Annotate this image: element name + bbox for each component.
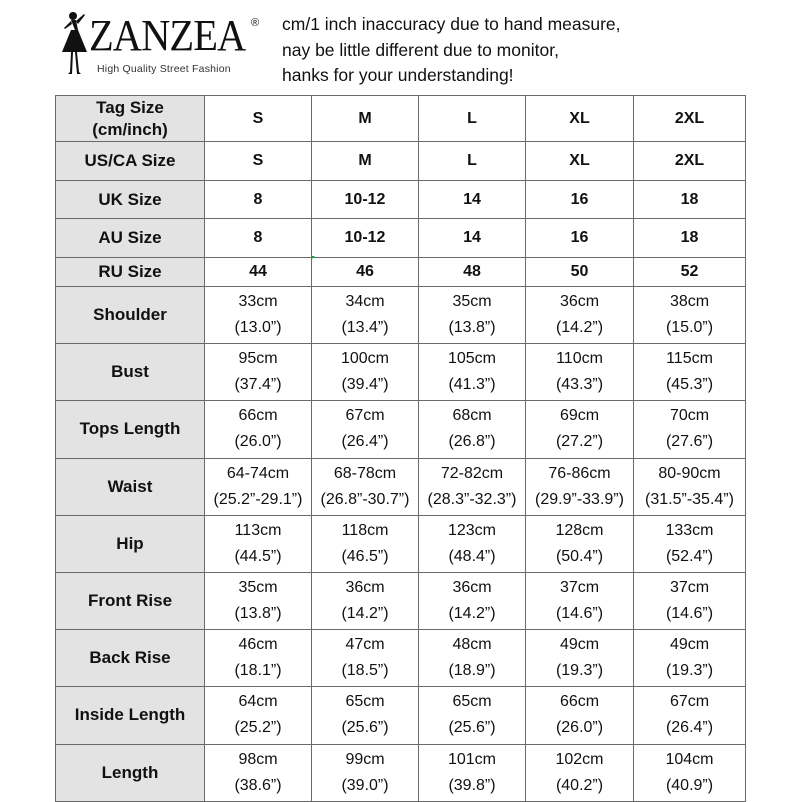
inch-value: (14.6”) — [555, 605, 604, 623]
inch-value: (18.1”) — [234, 662, 282, 680]
measurement-cell — [526, 572, 634, 629]
row-label — [56, 142, 205, 181]
inch-value: (40.9”) — [665, 776, 714, 794]
row-label: Bust — [56, 344, 205, 401]
measurement-row — [56, 572, 746, 629]
row-label-text: Tag Size — [96, 97, 164, 117]
measurement-cell — [205, 458, 312, 515]
cm-value: 118cm — [341, 521, 389, 539]
cm-value: 65cm — [345, 693, 385, 711]
inch-value: (19.3”) — [665, 662, 714, 680]
row-label-unit: (cm/inch) — [92, 119, 168, 139]
cm-value: 49cm — [559, 636, 600, 654]
size-cell: 10-12 — [312, 219, 419, 258]
measurement-cell — [312, 458, 419, 515]
cm-value: 102cm — [555, 750, 604, 768]
size-cell: 16 — [526, 219, 634, 258]
note-line: cm/1 inch inaccuracy due to hand measure, — [282, 14, 621, 34]
size-cell: S — [205, 96, 312, 142]
cm-value: 100cm — [340, 350, 390, 368]
inch-value: (13.8”) — [234, 605, 282, 623]
inch-value: (50.4”) — [555, 547, 604, 565]
measurement-cell — [312, 630, 419, 687]
measurement-cell — [205, 515, 312, 572]
inch-value: (14.2”) — [555, 319, 604, 337]
measurement-cell — [526, 687, 634, 744]
measurement-cell — [205, 687, 312, 744]
cm-value: 104cm — [665, 750, 714, 768]
row-label-text: RU Size — [98, 262, 162, 281]
size-cell: 18 — [634, 181, 746, 219]
measurement-cell — [419, 572, 526, 629]
cm-value: 115cm — [666, 350, 713, 368]
row-label: Back Rise — [56, 630, 205, 687]
size-table — [55, 95, 746, 802]
inch-value: (26.0”) — [555, 719, 604, 737]
size-row — [56, 258, 746, 287]
measurement-cell — [634, 687, 746, 744]
cm-value: 72-82cm — [440, 464, 504, 482]
measurement-cell — [634, 630, 746, 687]
size-cell: 46 — [312, 258, 419, 287]
inch-value: (26.4”) — [341, 433, 389, 451]
size-cell: 50 — [526, 258, 634, 287]
measurement-cell — [312, 744, 419, 801]
inch-value: (41.3”) — [448, 376, 496, 394]
inch-value: (25.6”) — [448, 719, 496, 737]
measurement-row — [56, 515, 746, 572]
measurement-row — [56, 401, 746, 458]
measurement-cell — [205, 344, 312, 401]
measurement-cell — [634, 515, 746, 572]
measurement-cell — [205, 401, 312, 458]
inch-value: (25.2”-29.1”) — [213, 490, 303, 508]
inch-value: (26.8”-30.7”) — [320, 490, 410, 508]
row-label-text: AU Size — [98, 228, 162, 247]
row-label — [56, 96, 205, 142]
registered-mark: ® — [251, 17, 260, 29]
size-cell: 14 — [419, 219, 526, 258]
measurement-cell — [205, 630, 312, 687]
note-line: nay be little different due to monitor, — [282, 39, 559, 60]
measurement-row — [56, 687, 746, 744]
size-cell: 16 — [526, 181, 634, 219]
measurement-cell — [419, 515, 526, 572]
measurement-cell — [634, 287, 746, 344]
cm-value: 95cm — [238, 350, 278, 368]
cm-value: 36cm — [559, 293, 600, 311]
row-label: Shoulder — [56, 287, 205, 344]
row-label — [56, 181, 205, 219]
measurement-cell — [419, 401, 526, 458]
cm-value: 105cm — [447, 350, 497, 368]
cm-value: 33cm — [238, 293, 278, 311]
inch-value: (13.4”) — [341, 319, 389, 337]
measurement-cell — [634, 458, 746, 515]
cm-value: 68-78cm — [333, 464, 397, 482]
inch-value: (48.4”) — [448, 547, 496, 565]
measurement-cell — [312, 287, 419, 344]
inch-value: (25.6”) — [341, 719, 389, 737]
size-cell: 14 — [419, 181, 526, 219]
inch-value: (14.2”) — [341, 605, 389, 623]
cm-value: 67cm — [345, 407, 385, 425]
cm-value: 123cm — [447, 521, 497, 539]
inch-value: (14.2”) — [448, 605, 496, 623]
measurement-cell — [634, 401, 746, 458]
measurement-cell — [526, 630, 634, 687]
measurement-cell — [312, 687, 419, 744]
cm-value: 35cm — [238, 579, 278, 597]
inch-value: (37.4”) — [234, 376, 282, 394]
inch-value: (44.5”) — [234, 547, 282, 565]
row-label: Length — [56, 744, 205, 801]
cm-value: 65cm — [452, 693, 492, 711]
inch-value: (39.4”) — [341, 376, 389, 394]
inch-value: (18.5”) — [341, 662, 389, 680]
cm-value: 34cm — [345, 293, 385, 311]
measurement-cell — [419, 344, 526, 401]
inch-value: (40.2”) — [555, 776, 604, 794]
measurement-cell — [634, 344, 746, 401]
note-line: hanks for your understanding! — [282, 65, 514, 85]
cm-value: 110cm — [556, 350, 603, 368]
inch-value: (18.9”) — [448, 662, 496, 680]
size-row — [56, 181, 746, 219]
cm-value: 46cm — [238, 636, 278, 654]
cm-value: 36cm — [345, 579, 385, 597]
woman-silhouette-icon — [57, 8, 93, 78]
inch-value: (46.5”) — [341, 547, 389, 565]
measurement-cell — [312, 344, 419, 401]
inch-value: (19.3”) — [555, 662, 604, 680]
inch-value: (13.8”) — [448, 319, 496, 337]
logo-tagline: High Quality Street Fashion — [97, 63, 231, 75]
row-label — [56, 258, 205, 287]
header — [0, 0, 800, 93]
inch-value: (26.0”) — [234, 433, 282, 451]
cm-value: 66cm — [559, 693, 600, 711]
size-cell: 2XL — [634, 96, 746, 142]
row-label: Inside Length — [56, 687, 205, 744]
size-cell: M — [312, 96, 419, 142]
size-cell: 2XL — [634, 142, 746, 181]
cm-value: 68cm — [452, 407, 492, 425]
cm-value: 48cm — [452, 636, 492, 654]
cm-value: 35cm — [452, 293, 492, 311]
cm-value: 113cm — [234, 521, 282, 539]
cm-value: 37cm — [669, 579, 710, 597]
inch-value: (45.3”) — [665, 376, 714, 394]
measurement-cell — [526, 744, 634, 801]
size-cell: 18 — [634, 219, 746, 258]
measurement-cell — [526, 344, 634, 401]
inch-value: (52.4”) — [665, 547, 714, 565]
cm-value: 37cm — [559, 579, 600, 597]
cm-value: 49cm — [669, 636, 710, 654]
cm-value: 76-86cm — [548, 464, 611, 482]
row-label-text: US/CA Size — [84, 151, 176, 170]
measurement-cell — [312, 572, 419, 629]
cm-value: 133cm — [665, 521, 714, 539]
row-label: Waist — [56, 458, 205, 515]
row-label: Front Rise — [56, 572, 205, 629]
cm-value: 99cm — [345, 750, 385, 768]
size-cell: 44 — [205, 258, 312, 287]
measurement-cell — [419, 630, 526, 687]
inch-value: (31.5”-35.4”) — [645, 490, 734, 508]
size-cell: 8 — [205, 181, 312, 219]
inch-value: (25.2”) — [234, 719, 282, 737]
size-cell: 48 — [419, 258, 526, 287]
measurement-row — [56, 458, 746, 515]
measurement-cell — [526, 401, 634, 458]
measurement-cell — [312, 401, 419, 458]
size-row — [56, 219, 746, 258]
size-cell: 8 — [205, 219, 312, 258]
measurement-cell — [419, 458, 526, 515]
measurement-cell — [205, 744, 312, 801]
measurement-row — [56, 287, 746, 344]
size-table-body — [56, 96, 746, 802]
green-marker — [311, 256, 315, 260]
size-chart — [55, 95, 745, 802]
measurement-cell — [419, 687, 526, 744]
inch-value: (14.6”) — [665, 605, 714, 623]
size-cell: L — [419, 96, 526, 142]
size-cell: 10-12 — [312, 181, 419, 219]
size-cell: XL — [526, 96, 634, 142]
size-cell: S — [205, 142, 312, 181]
inch-value: (39.8”) — [448, 776, 496, 794]
size-row — [56, 96, 746, 142]
inch-value: (28.3”-32.3”) — [427, 490, 517, 508]
cm-value: 36cm — [452, 579, 492, 597]
measurement-cell — [205, 287, 312, 344]
cm-value: 69cm — [559, 407, 600, 425]
inch-value: (15.0”) — [665, 319, 714, 337]
measurement-row — [56, 744, 746, 801]
inch-value: (26.8”) — [448, 433, 496, 451]
measurement-cell — [419, 744, 526, 801]
inch-value: (27.6”) — [665, 433, 714, 451]
size-cell: L — [419, 142, 526, 181]
measurement-cell — [312, 515, 419, 572]
measurement-cell — [526, 287, 634, 344]
cm-value: 47cm — [345, 636, 385, 654]
inch-value: (29.9”-33.9”) — [535, 490, 624, 508]
row-label: Tops Length — [56, 401, 205, 458]
cm-value: 64-74cm — [226, 464, 290, 482]
cm-value: 70cm — [669, 407, 710, 425]
cm-value: 128cm — [555, 521, 604, 539]
inch-value: (13.0”) — [234, 319, 282, 337]
cm-value: 80-90cm — [658, 464, 721, 482]
inch-value: (39.0”) — [341, 776, 389, 794]
cm-value: 67cm — [669, 693, 710, 711]
cm-value: 64cm — [238, 693, 278, 711]
measurement-cell — [419, 287, 526, 344]
row-label: Hip — [56, 515, 205, 572]
size-cell: M — [312, 142, 419, 181]
cm-value: 66cm — [238, 407, 278, 425]
measurement-row — [56, 344, 746, 401]
inch-value: (26.4”) — [665, 719, 714, 737]
measurement-cell — [634, 744, 746, 801]
size-row — [56, 142, 746, 181]
measurement-cell — [526, 515, 634, 572]
measurement-cell — [526, 458, 634, 515]
row-label-text: UK Size — [98, 189, 162, 209]
cm-value: 101cm — [447, 750, 497, 768]
measurement-notes — [282, 12, 621, 89]
measurement-cell — [634, 572, 746, 629]
cm-value: 38cm — [669, 293, 710, 311]
row-label — [56, 219, 205, 258]
size-cell: 52 — [634, 258, 746, 287]
cm-value: 98cm — [238, 750, 278, 768]
measurement-cell — [205, 572, 312, 629]
size-cell: XL — [526, 142, 634, 181]
inch-value: (27.2”) — [555, 433, 604, 451]
measurement-row — [56, 630, 746, 687]
logo-wordmark: ZANZEA — [89, 11, 246, 60]
inch-value: (38.6”) — [234, 776, 282, 794]
brand-logo — [57, 8, 279, 82]
inch-value: (43.3”) — [555, 376, 604, 394]
